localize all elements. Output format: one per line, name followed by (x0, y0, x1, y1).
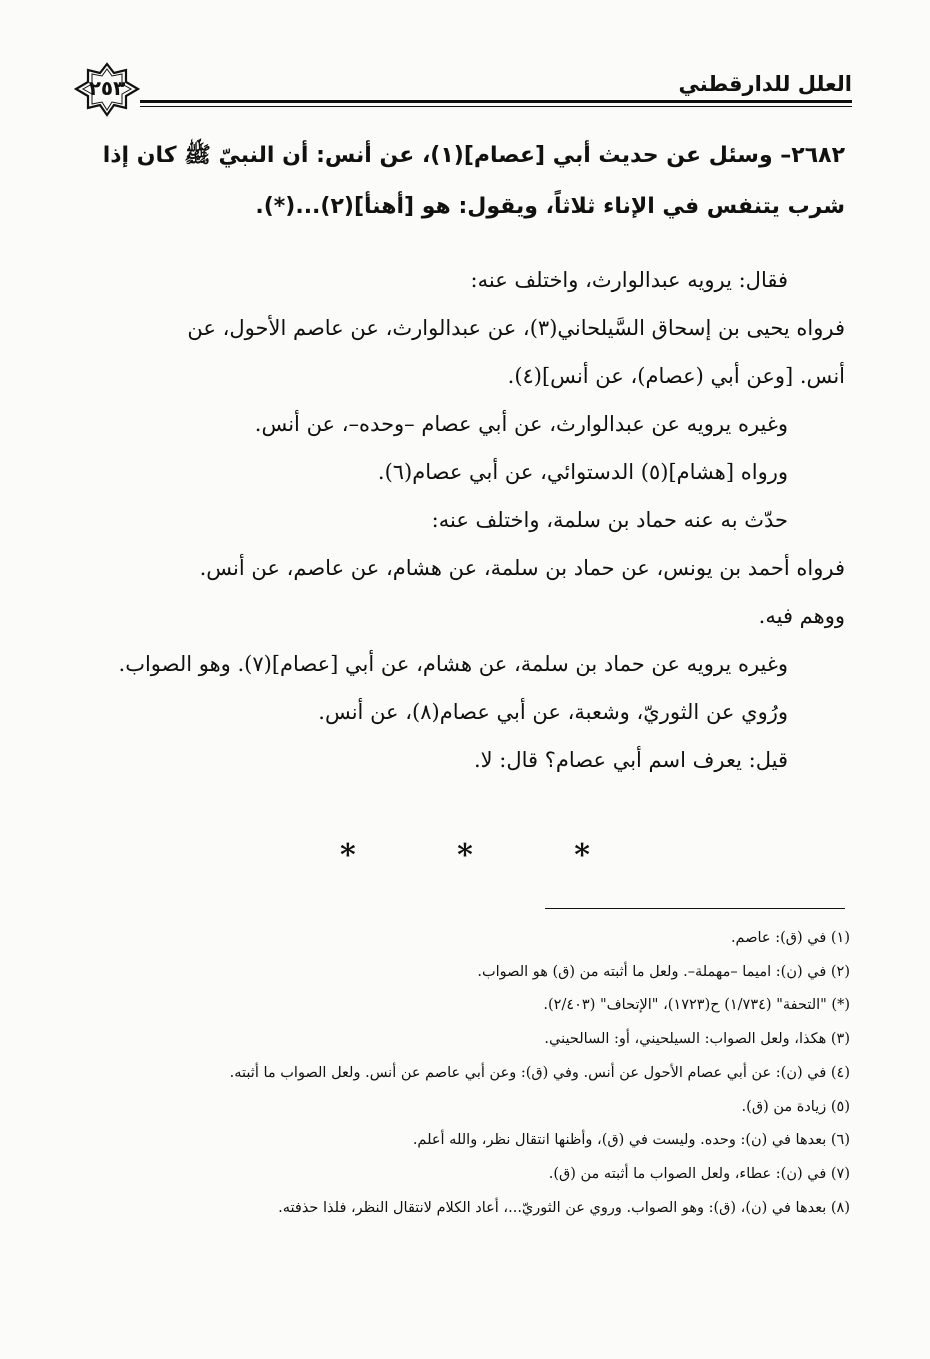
entry-line-1: ٢٦٨٢– وسئل عن حديث أبي [عصام](١)، عن أنس: أن النبيّ ﷺ كان إذا (102, 143, 845, 168)
footnote: (٣) هكذا، ولعل الصواب: السيلحيني، أو: السالحيني. (544, 1031, 850, 1048)
section-separator (340, 838, 590, 873)
footnote: (٧) في (ن): عطاء، ولعل الصواب ما أثبته من (ق). (548, 1165, 850, 1182)
running-title: العلل للدارقطني (678, 72, 852, 96)
footnote: (٦) بعدها في (ن): وحده. وليست في (ق)، وأظنها انتقال نظر، والله أعلم. (412, 1132, 850, 1149)
paragraph-line: وغيره يرويه عن حماد بن سلمة، عن هشام، عن أبي [عصام](٧). وهو الصواب. (118, 652, 788, 676)
header-rule-thin (140, 106, 852, 107)
page-number-ornament (70, 62, 144, 118)
entry-line-2: شرب يتنفس في الإناء ثلاثاً، ويقول: هو [أهنأ](٢)...(*). (255, 194, 845, 219)
footnote: (٥) زيادة من (ق). (741, 1098, 850, 1115)
footnote-rule (545, 908, 845, 909)
paragraph-line: ورواه [هشام](٥) الدستوائي، عن أبي عصام(٦). (377, 460, 788, 484)
footnote: (٢) في (ن): اميما –مهملة–. ولعل ما أثبته من (ق) هو الصواب. (477, 963, 850, 980)
footnote: (١) في (ق): عاصم. (730, 930, 850, 946)
paragraph-line: فرواه يحيى بن إسحاق السَّيلحاني(٣)، عن عبدالوارث، عن عاصم الأحول، عن (187, 316, 845, 340)
footnote: (٨) بعدها في (ن)، (ق): وهو الصواب. وروي عن الثوريّ...، أعاد الكلام لانتقال النظر، فلذا حذفته. (278, 1199, 850, 1216)
main-text (75, 256, 845, 784)
header-rule (140, 100, 852, 103)
separator-star: * (340, 838, 356, 873)
separator-star: * (574, 838, 590, 873)
page-number: ٢٥٣ (88, 76, 126, 100)
footnote: (٤) في (ن): عن أبي عصام الأحول عن أنس. وفي (ق): وعن أبي عاصم عن أنس. ولعل الصواب ما أثبته. (229, 1064, 850, 1081)
paragraph-line: فرواه أحمد بن يونس، عن حماد بن سلمة، عن هشام، عن عاصم، عن أنس. (199, 556, 845, 580)
page-header (70, 62, 852, 120)
entry-heading (75, 130, 845, 232)
paragraph-line: وغيره يرويه عن عبدالوارث، عن أبي عصام –وحده–، عن أنس. (254, 412, 788, 436)
separator-star: * (457, 838, 473, 873)
paragraph-line: فقال: يرويه عبدالوارث، واختلف عنه: (470, 268, 788, 292)
footnote: (*) "التحفة" (١/٧٣٤) ح(١٧٢٣)، "الإتحاف" (٢/٤٠٣). (543, 997, 850, 1014)
paragraph-line: حدّث به عنه حماد بن سلمة، واختلف عنه: (431, 508, 788, 532)
paragraph-line: ووهم فيه. (758, 604, 845, 628)
paragraph-line: ورُوي عن الثوريّ، وشعبة، عن أبي عصام(٨)، عن أنس. (318, 700, 788, 724)
footnotes (150, 922, 850, 1225)
paragraph-line: قيل: يعرف اسم أبي عصام؟ قال: لا. (473, 748, 788, 772)
paragraph-line: أنس. [وعن أبي (عصام)، عن أنس](٤). (507, 364, 845, 388)
